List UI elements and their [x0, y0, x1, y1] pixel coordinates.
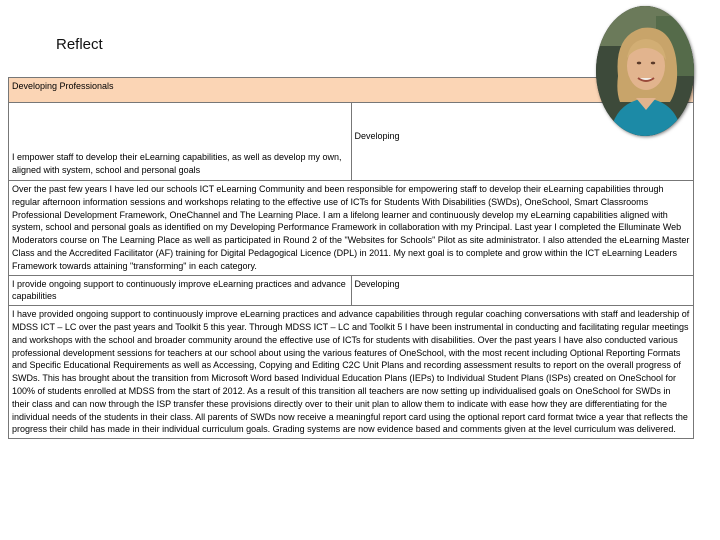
narrative-text: Over the past few years I have led our schools ICT eLearning Community and been responsible for empowering staff to develop their eLearning capabilities through regular afternoon information sessions and workshops relating to the effective use of ICTs for Students With Disabilities (SWDs), OneSchool, Smart Classrooms Professional Development Framework, OneChannel and The Learning Place. I am a lifelong learner and continuously develop my eLearning capabilities aligned with system, school and personal goals as identified on my Developing Performance Framework in collaboration with my Principal. Last year I completed the Elluminate Web Moderators course on The Learning Place as well as participated in Round 2 of the "Websites for Schools" Pilot as site administrator. I also attended the eLearning Master Class and the Accredited Facilitator (AF) training for Digital Pedagogical Licence (DPL) in 2011. My next goal is to complete and grow within the ICT eLearning Leaders Framework towards attaining "transforming" in each category. — [12, 184, 690, 271]
slide-title: Reflect — [56, 36, 103, 53]
table-row — [9, 103, 694, 181]
table-header-row — [9, 78, 694, 103]
status-cell: Developing — [351, 103, 694, 181]
status-cell: Developing — [351, 275, 694, 306]
narrative-cell — [9, 181, 694, 276]
narrative-cell — [9, 306, 694, 439]
professional-standards-table — [8, 77, 694, 439]
table-row — [9, 306, 694, 439]
person-photo-icon — [596, 6, 694, 136]
indicator-statement: I empower staff to develop their eLearning capabilities, as well as develop my own, aligned with system, school and personal goals — [9, 103, 352, 181]
portrait-photo — [596, 6, 694, 136]
indicator-statement: I provide ongoing support to continuously improve eLearning practices and advance capabilities — [9, 275, 352, 306]
table-row — [9, 275, 694, 306]
table-header: Developing Professionals — [9, 78, 694, 103]
table-row — [9, 181, 694, 276]
narrative-text: I have provided ongoing support to continuously improve eLearning practices and advance capabilities through regular coaching conversations with staff and leadership of MDSS ICT – LC over the past years and Toolkit 5 this year. Through MDSS ICT – LC and Toolkit 5 I have been instrumental in conducting and facilitating regular meetings and workshops with the school and broader community around the effective use of ICTs for students with disabilities. Over the past years I have also conducted various professional development sessions for teachers at our school about using the various features of OneSchool, with the most recent including Optional Reporting Formats and Specific Educational Requirements as well as Accessing, Copying and Editing C2C Unit Plans and recording assessment results to report on the overall progress of SWDs. This has brought about the transition from Microsoft Word based Individual Education Plans (IEPs) to Individual Student Plans (ISPs) created on OneSchool for 100% of students enrolled at MDSS from the start of 2012. As a result of this transition all teachers are now setting up individualised goals on OneSchool for SWDs in their class and can now through the ISP transfer these provisions directly over to their unit plan to allow them to indicate with ease how they are differentiating for the individual needs of the students in their class. All parents of SWDs now receive a meaningful report card using the optional report card format twice a year that reflects the progress their child has made in their individual curriculum goals. Grading systems are now evidence based and comments given at the level curriculum was delivered. — [12, 309, 690, 435]
